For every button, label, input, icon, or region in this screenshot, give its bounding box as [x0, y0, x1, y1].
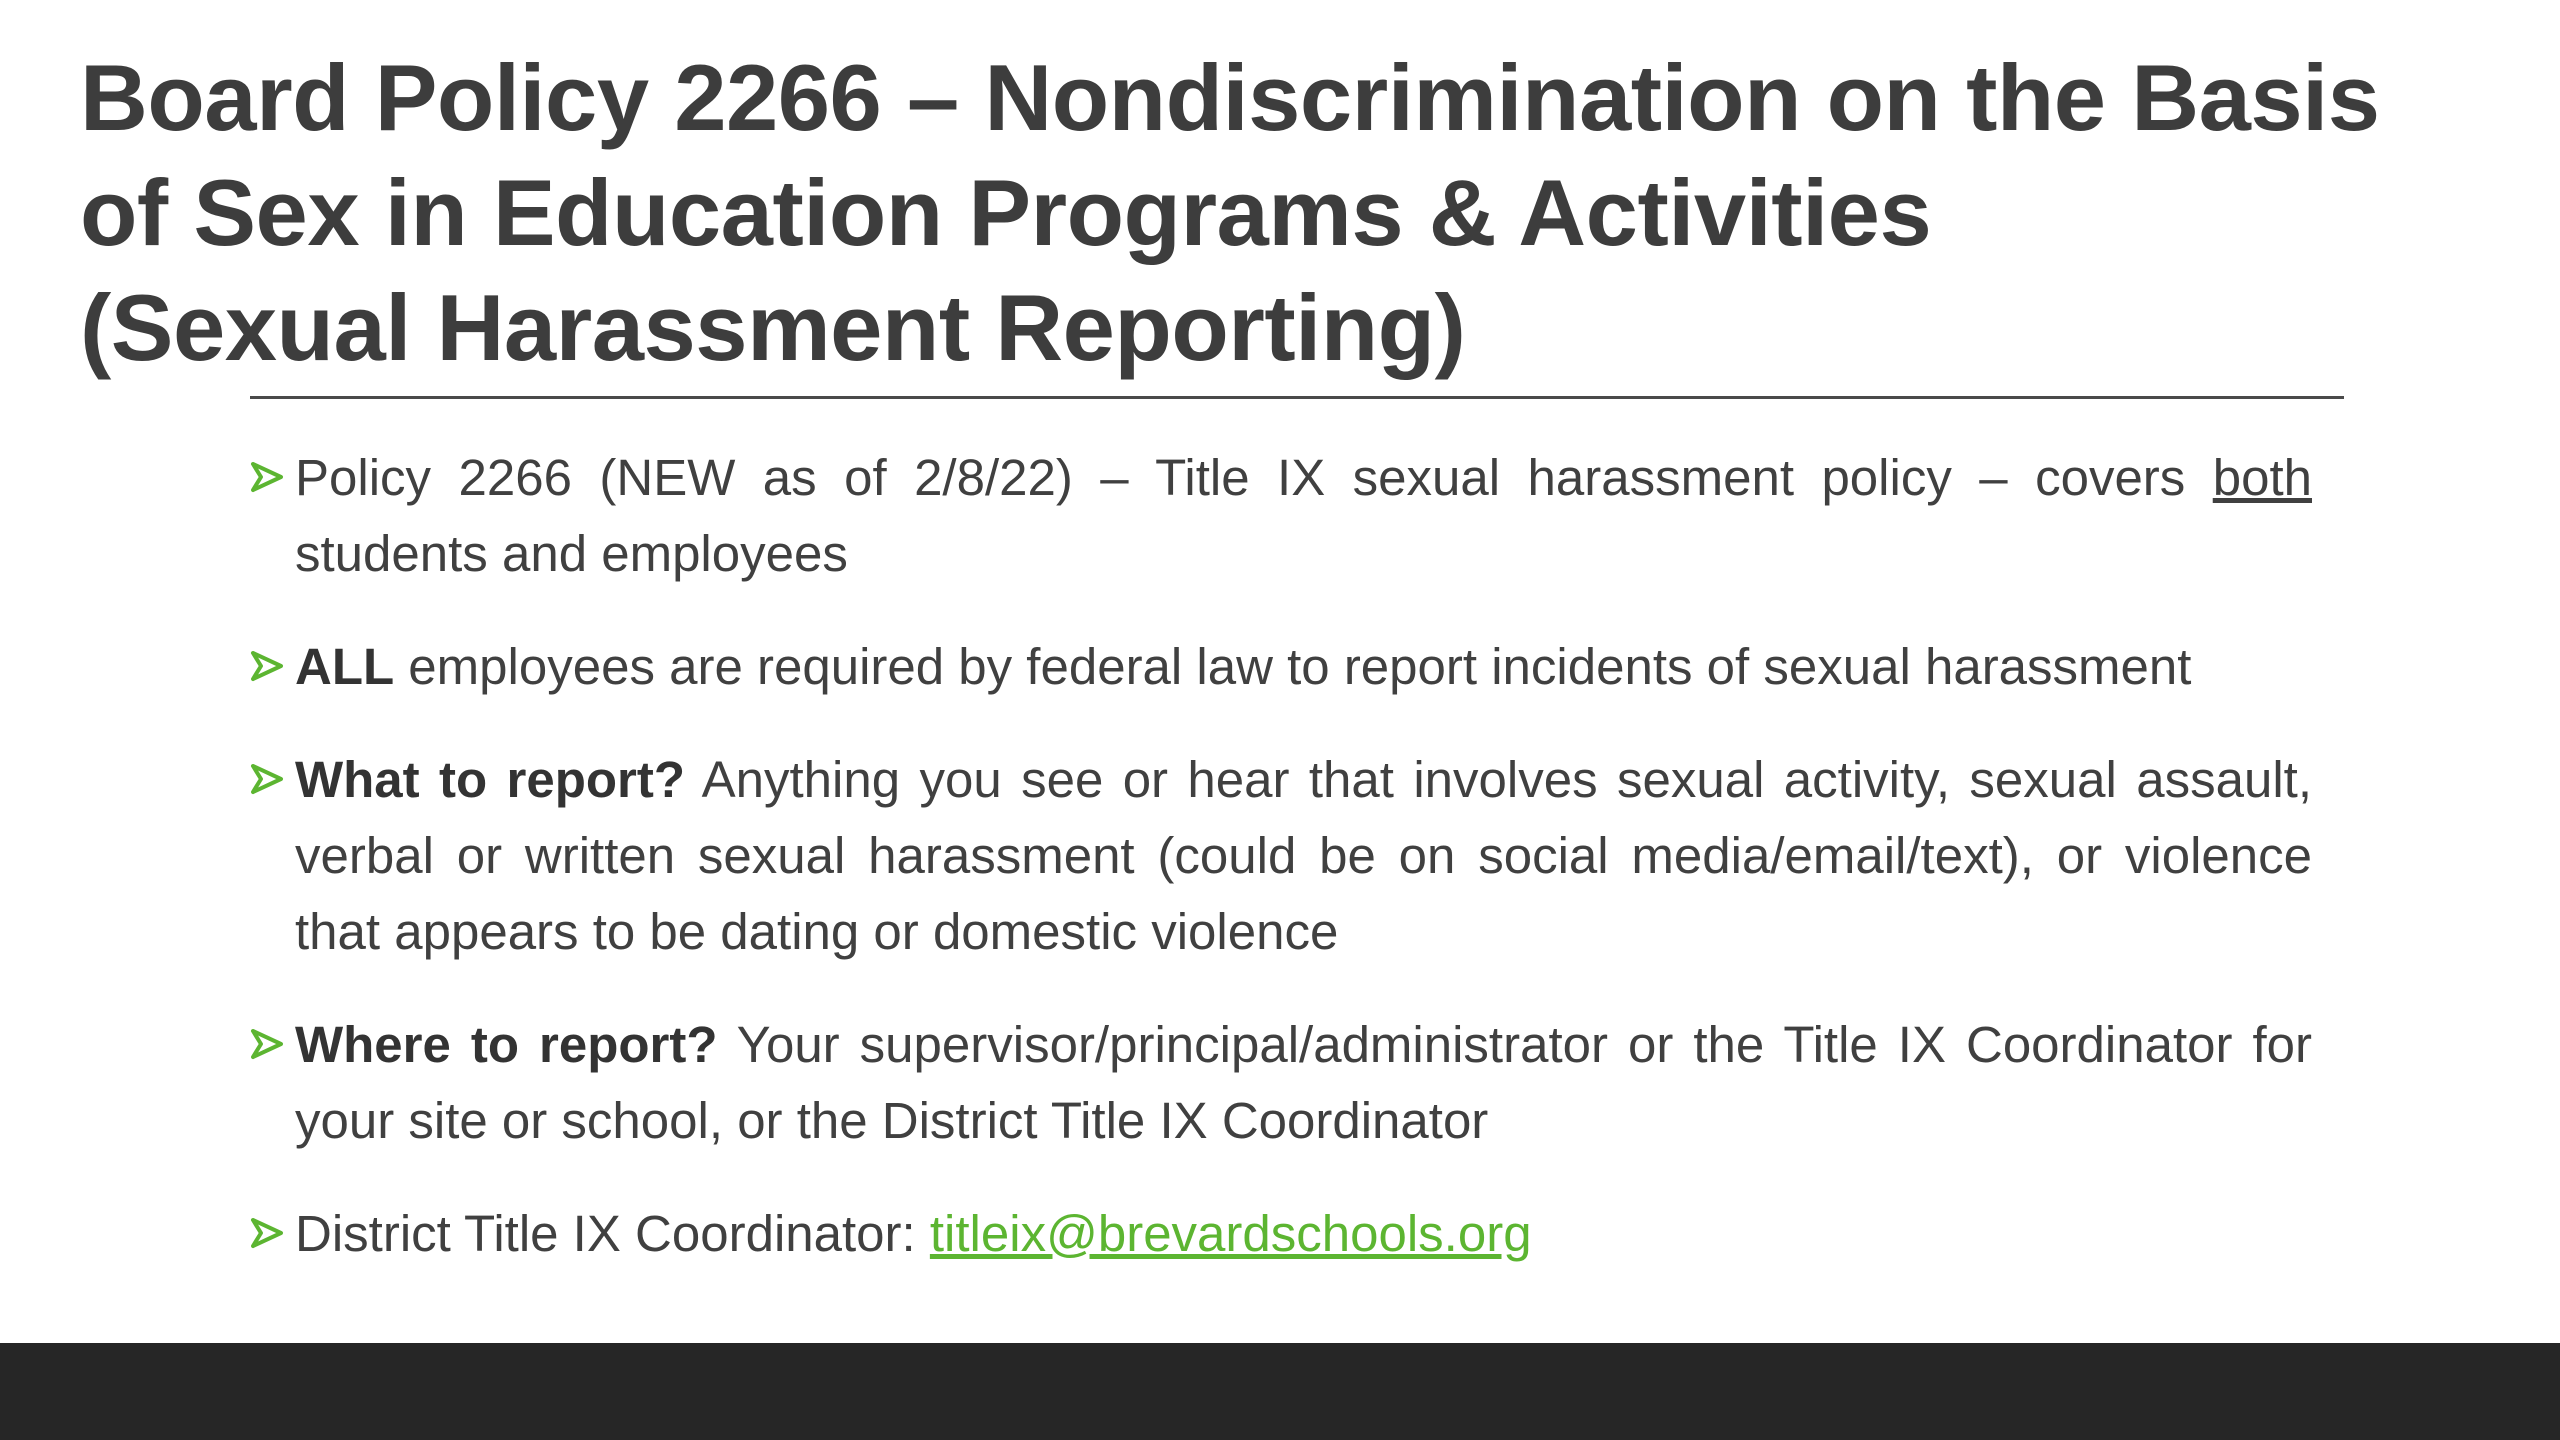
bullet-policy-text-end: students and employees: [295, 525, 848, 582]
title-line-3: (Sexual Harassment Reporting): [80, 275, 1466, 380]
bullet-policy-text: Policy 2266 (NEW as of 2/8/22) – Title IX sexual harassment policy – covers: [295, 449, 2213, 506]
bullet-what-to-report: [250, 742, 2312, 970]
slide-title: [80, 40, 2500, 385]
bullet-coordinator: [250, 1196, 2312, 1272]
arrow-bullet-icon: [250, 1027, 284, 1061]
bullet-all-text: employees are required by federal law to report incidents of sexual harassment: [394, 638, 2192, 695]
arrow-bullet-icon: [250, 1216, 284, 1250]
bullet-all-employees: [250, 629, 2312, 705]
arrow-bullet-icon: [250, 762, 284, 796]
title-divider: [250, 396, 2344, 399]
bullet-where-text: Your supervisor/principal/administrator or the Title IX Coordinator for your site or school, or the District Title IX Coordinator: [295, 1016, 2312, 1149]
bullet-coordinator-text: District Title IX Coordinator:: [295, 1205, 930, 1262]
title-line-1: Board Policy 2266 – Nondiscrimination on the Basis: [80, 45, 2380, 150]
coordinator-email-link[interactable]: titleix@brevardschools.org: [929, 1205, 1532, 1262]
arrow-bullet-icon: [250, 649, 284, 683]
title-line-2: of Sex in Education Programs & Activities: [80, 160, 1932, 265]
bullet-all-bold: ALL: [295, 638, 395, 695]
bullet-where-to-report: [250, 1007, 2312, 1159]
bullet-list: [250, 440, 2312, 1309]
bullet-what-bold: What to report?: [295, 751, 686, 808]
footer-bar: [0, 1343, 2560, 1440]
arrow-bullet-icon: [250, 460, 284, 494]
bullet-policy-underlined: both: [2212, 449, 2312, 506]
bullet-what-text: Anything you see or hear that involves sexual activity, sexual assault, verbal or written sexual harassment (could be on social media/email/text), or violence that appears to be dating or domestic violence: [295, 751, 2312, 960]
bullet-where-bold: Where to report?: [295, 1016, 718, 1073]
bullet-policy: [250, 440, 2312, 592]
